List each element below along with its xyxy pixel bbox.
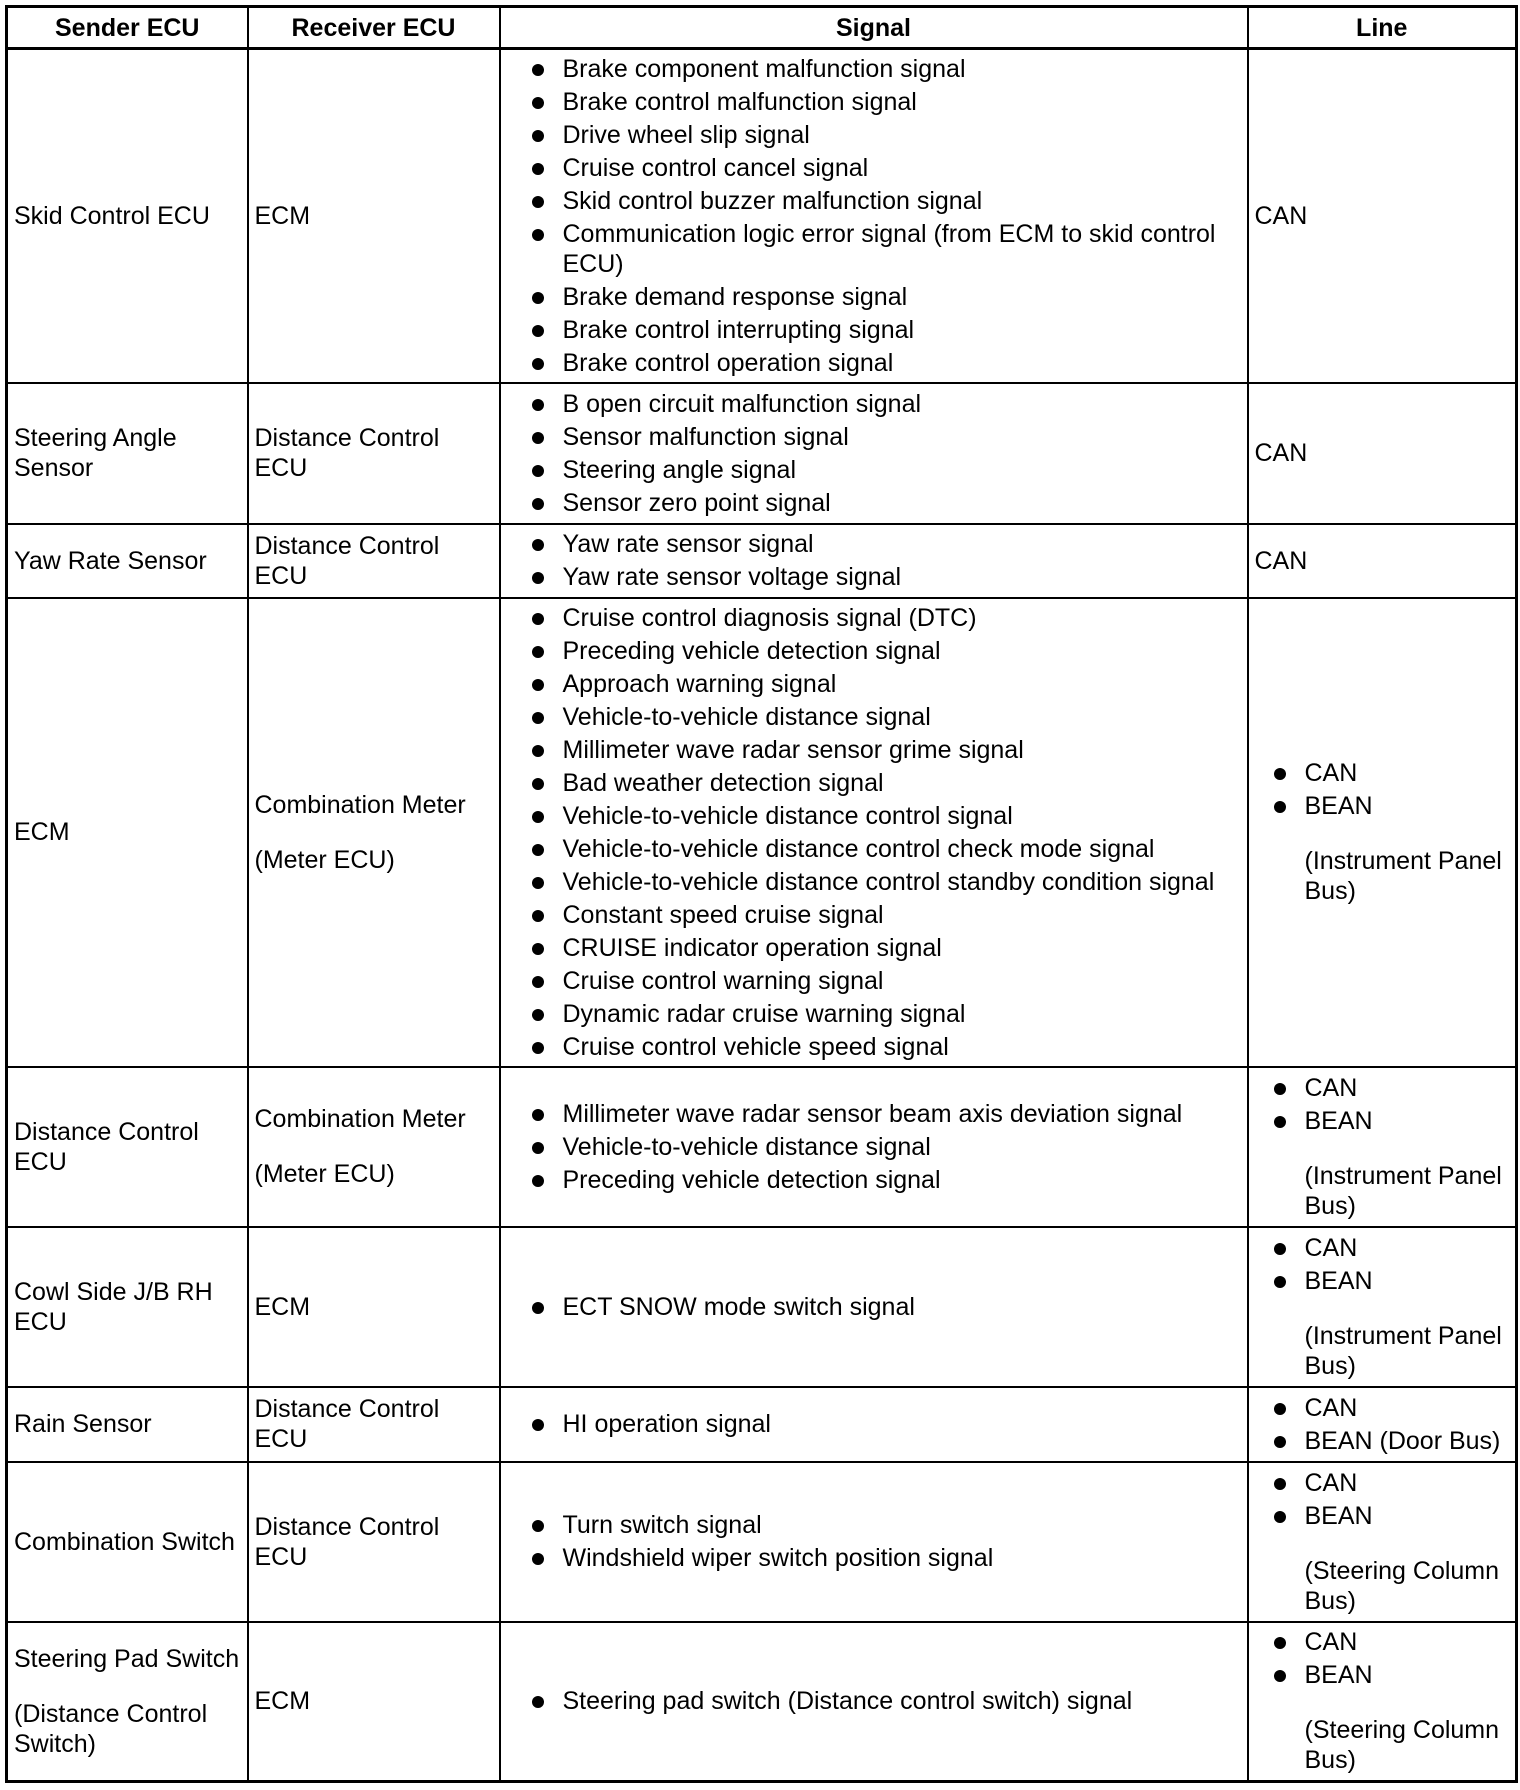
receiver-ecu: ECM — [254, 1292, 311, 1321]
signal-item: Steering pad switch (Distance control switch) signal — [563, 1686, 1233, 1716]
line-bus-note: (Instrument Panel Bus) — [1304, 1321, 1502, 1380]
signal-item: Turn switch signal — [563, 1510, 1233, 1540]
line-item: BEAN — [1305, 1106, 1508, 1136]
signal-item: Bad weather detection signal — [563, 768, 1233, 798]
line-bus-note: (Instrument Panel Bus) — [1304, 1161, 1502, 1220]
line-item: CAN — [1305, 1073, 1508, 1103]
signal-cell — [500, 1227, 1248, 1387]
line-cell — [1248, 1462, 1517, 1622]
sender-cell — [7, 1387, 248, 1462]
signal-item: Drive wheel slip signal — [563, 120, 1233, 150]
sender-ecu: Distance Control ECU — [14, 1117, 199, 1176]
line-item: CAN — [1305, 1468, 1508, 1498]
line-cell — [1248, 1387, 1517, 1462]
line-list — [1249, 1627, 1516, 1690]
line-cell — [1248, 598, 1517, 1067]
table-row — [7, 598, 1517, 1067]
line-bus-note: (Instrument Panel Bus) — [1304, 847, 1502, 905]
sender-ecu: Steering Angle Sensor — [14, 424, 177, 482]
line-list — [1249, 1233, 1516, 1296]
line-cell — [1248, 49, 1517, 383]
receiver-ecu: ECM — [254, 1687, 311, 1716]
signal-cell — [500, 49, 1248, 383]
signal-list — [507, 389, 1243, 518]
signal-item: Millimeter wave radar sensor grime signal — [563, 735, 1233, 765]
signal-list — [507, 1099, 1243, 1195]
signal-list — [507, 1686, 1243, 1716]
sender-cell — [7, 383, 248, 524]
header-line: Line — [1248, 7, 1517, 49]
sender-ecu: Skid Control ECU — [14, 201, 210, 230]
line-item: BEAN — [1305, 791, 1508, 821]
line-bus-note: (Steering Column Bus) — [1304, 1556, 1500, 1615]
receiver-ecu: Distance Control ECU — [254, 424, 440, 482]
signal-item: Brake demand response signal — [563, 282, 1233, 312]
signal-item: Sensor malfunction signal — [563, 422, 1233, 452]
table-row — [7, 1462, 1517, 1622]
signal-item: Windshield wiper switch position signal — [563, 1543, 1233, 1573]
signal-item: Cruise control warning signal — [563, 966, 1233, 996]
signal-item: B open circuit malfunction signal — [563, 389, 1233, 419]
line-cell — [1248, 383, 1517, 524]
table-row — [7, 1227, 1517, 1387]
line-item: CAN — [1305, 1233, 1508, 1263]
sender-cell — [7, 1227, 248, 1387]
signal-cell — [500, 383, 1248, 524]
receiver-ecu: Distance Control ECU — [254, 1395, 440, 1453]
sender-ecu: Rain Sensor — [14, 1410, 152, 1438]
signal-item: Vehicle-to-vehicle distance control check mode signal — [563, 834, 1233, 864]
signal-cell — [500, 598, 1248, 1067]
signal-item: Cruise control diagnosis signal (DTC) — [563, 603, 1233, 633]
signal-list — [507, 1510, 1243, 1573]
signal-item: Steering angle signal — [563, 455, 1233, 485]
table-row — [7, 1387, 1517, 1462]
signal-item: Vehicle-to-vehicle distance signal — [563, 1132, 1233, 1162]
table-row — [7, 1067, 1517, 1227]
receiver-cell — [248, 1227, 500, 1387]
sender-cell — [7, 1622, 248, 1782]
line-cell — [1248, 524, 1517, 598]
line-bus-note: (Steering Column Bus) — [1304, 1716, 1500, 1775]
sender-cell — [7, 524, 248, 598]
signal-item: Brake control interrupting signal — [563, 315, 1233, 345]
receiver-cell — [248, 524, 500, 598]
header-signal: Signal — [500, 7, 1248, 49]
line-type: CAN — [1254, 439, 1308, 467]
receiver-cell — [248, 1067, 500, 1227]
line-item: CAN — [1305, 1627, 1508, 1657]
signal-item: Cruise control cancel signal — [563, 153, 1233, 183]
signal-cell — [500, 1387, 1248, 1462]
receiver-ecu: Distance Control ECU — [254, 1512, 440, 1571]
sender-ecu: Combination Switch — [14, 1527, 235, 1556]
receiver-cell — [248, 49, 500, 383]
signal-list — [507, 1409, 1243, 1439]
receiver-cell — [248, 1462, 500, 1622]
receiver-ecu: Distance Control ECU — [254, 531, 440, 590]
line-list — [1249, 758, 1516, 821]
signal-cell — [500, 1622, 1248, 1782]
line-cell — [1248, 1622, 1517, 1782]
line-type: CAN — [1254, 546, 1308, 575]
signal-item: Preceding vehicle detection signal — [563, 636, 1233, 666]
line-cell — [1248, 1227, 1517, 1387]
line-type: CAN — [1254, 201, 1308, 230]
signal-list — [507, 1292, 1243, 1322]
sender-ecu: Cowl Side J/B RH ECU — [14, 1277, 213, 1336]
signal-item: Approach warning signal — [563, 669, 1233, 699]
signal-cell — [500, 1067, 1248, 1227]
header-row — [7, 7, 1517, 49]
receiver-cell — [248, 1622, 500, 1782]
signal-item: Preceding vehicle detection signal — [563, 1165, 1233, 1195]
communication-signal-table — [5, 5, 1518, 1783]
line-item: BEAN — [1305, 1660, 1508, 1690]
sender-cell — [7, 1067, 248, 1227]
signal-item: ECT SNOW mode switch signal — [563, 1292, 1233, 1322]
table-row — [7, 383, 1517, 524]
table-row — [7, 1622, 1517, 1782]
signal-cell — [500, 1462, 1248, 1622]
signal-item: HI operation signal — [563, 1409, 1233, 1439]
line-list — [1249, 1393, 1516, 1456]
line-item: CAN — [1305, 758, 1508, 788]
sender-cell — [7, 598, 248, 1067]
signal-item: Yaw rate sensor signal — [563, 529, 1233, 559]
signal-item: Brake control operation signal — [563, 348, 1233, 378]
header-sender-ecu: Sender ECU — [7, 7, 248, 49]
header-receiver-ecu: Receiver ECU — [248, 7, 500, 49]
signal-item: Brake control malfunction signal — [563, 87, 1233, 117]
signal-item: Sensor zero point signal — [563, 488, 1233, 518]
receiver-ecu: Combination Meter — [254, 790, 466, 819]
line-list — [1249, 1073, 1516, 1136]
signal-item: Dynamic radar cruise warning signal — [563, 999, 1233, 1029]
signal-item: Vehicle-to-vehicle distance control standby condition signal — [563, 867, 1233, 897]
signal-item: CRUISE indicator operation signal — [563, 933, 1233, 963]
receiver-ecu-detail: (Meter ECU) — [254, 1160, 395, 1188]
line-item: CAN — [1305, 1393, 1508, 1423]
signal-item: Vehicle-to-vehicle distance control signal — [563, 801, 1233, 831]
signal-item: Brake component malfunction signal — [563, 54, 1233, 84]
signal-item: Vehicle-to-vehicle distance signal — [563, 702, 1233, 732]
receiver-cell — [248, 1387, 500, 1462]
line-list — [1249, 1468, 1516, 1531]
table-row — [7, 49, 1517, 383]
signal-list — [507, 603, 1243, 1062]
signal-list — [507, 529, 1243, 592]
sender-ecu: ECM — [14, 818, 70, 846]
table-row — [7, 524, 1517, 598]
sender-cell — [7, 49, 248, 383]
line-cell — [1248, 1067, 1517, 1227]
signal-list — [507, 54, 1243, 378]
signal-cell — [500, 524, 1248, 598]
receiver-ecu-detail: (Meter ECU) — [254, 845, 395, 874]
receiver-cell — [248, 383, 500, 524]
line-item: BEAN — [1305, 1266, 1508, 1296]
sender-ecu: Steering Pad Switch — [14, 1644, 240, 1673]
line-item: BEAN (Door Bus) — [1305, 1426, 1508, 1456]
signal-item: Communication logic error signal (from ECM to skid control ECU) — [563, 219, 1233, 279]
sender-ecu-detail: (Distance Control Switch) — [14, 1699, 208, 1758]
signal-item: Millimeter wave radar sensor beam axis deviation signal — [563, 1099, 1233, 1129]
receiver-cell — [248, 598, 500, 1067]
signal-item: Skid control buzzer malfunction signal — [563, 186, 1233, 216]
sender-cell — [7, 1462, 248, 1622]
receiver-ecu: Combination Meter — [254, 1105, 466, 1133]
signal-item: Yaw rate sensor voltage signal — [563, 562, 1233, 592]
line-item: BEAN — [1305, 1501, 1508, 1531]
signal-item: Constant speed cruise signal — [563, 900, 1233, 930]
signal-item: Cruise control vehicle speed signal — [563, 1032, 1233, 1062]
sender-ecu: Yaw Rate Sensor — [14, 546, 207, 575]
receiver-ecu: ECM — [254, 201, 311, 230]
